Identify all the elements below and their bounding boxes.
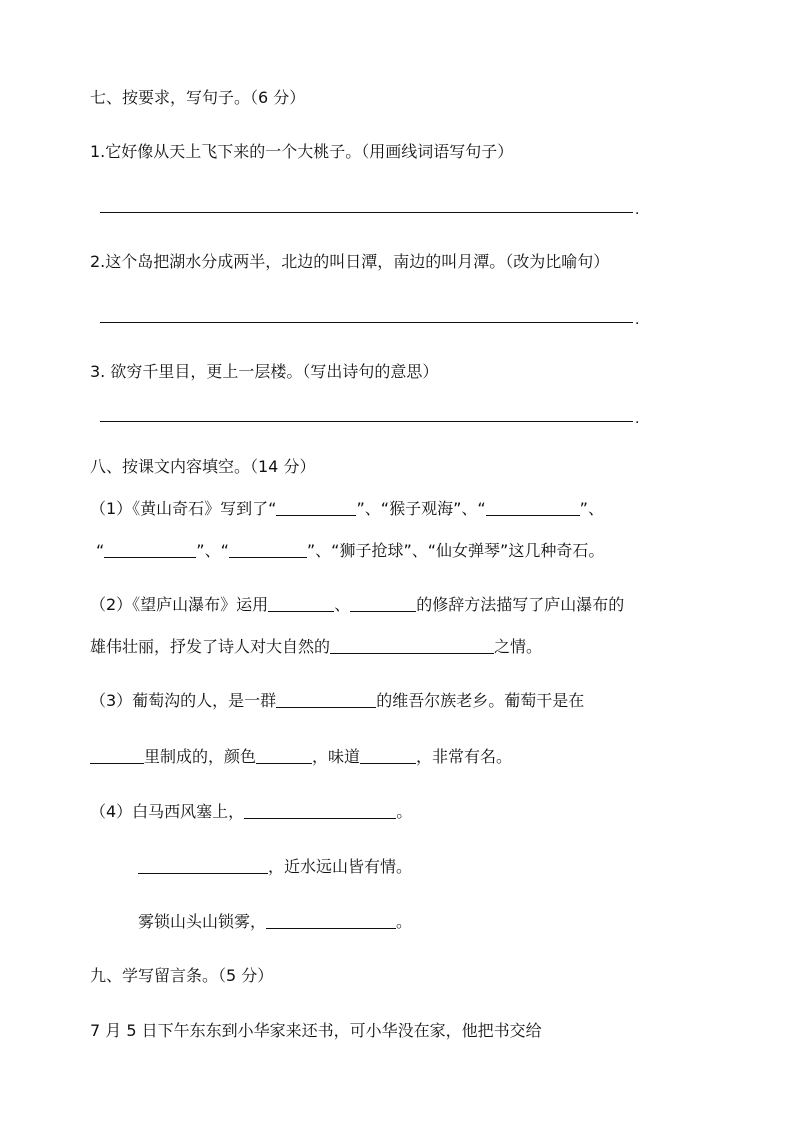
- question-8-4-line3: [138, 912, 412, 932]
- blank-input[interactable]: [104, 541, 196, 558]
- blank-input[interactable]: [90, 747, 144, 764]
- answer-dot-7-2: .: [635, 312, 640, 328]
- blank-input[interactable]: [276, 499, 356, 516]
- question-7-2: 2.这个岛把湖水分成两半，北边的叫日潭，南边的叫月潭。（改为比喻句）: [90, 252, 610, 271]
- q8-3-text-d: ，味道: [312, 747, 361, 766]
- blank-input[interactable]: [486, 499, 580, 516]
- blank-input[interactable]: [276, 691, 376, 708]
- question-8-4-line2: [138, 857, 412, 877]
- question-8-1-line2: [96, 541, 604, 561]
- question-8-4-line1: [90, 802, 412, 822]
- blank-input[interactable]: [256, 747, 312, 764]
- question-7-1: 1.它好像从天上飞下来的一个大桃子。（用画线词语写句子）: [90, 142, 514, 161]
- q8-4-text-b: 。: [396, 802, 413, 821]
- blank-input[interactable]: [138, 857, 268, 874]
- blank-input[interactable]: [330, 637, 494, 654]
- blank-input[interactable]: [350, 595, 416, 612]
- q8-1-text-f: ”、“狮子抢球”、“仙女弹琴”这几种奇石。: [306, 541, 605, 560]
- q8-1-text-e: ”、“: [196, 541, 229, 560]
- answer-line-7-3[interactable]: [100, 421, 633, 422]
- q8-3-text-e: ，非常有名。: [416, 747, 513, 766]
- question-8-3-line2: [90, 747, 512, 767]
- section-nine-text: 7 月 5 日下午东东到小华家来还书，可小华没在家，他把书交给: [90, 1021, 542, 1040]
- q8-4-text-c: ，近水远山皆有情。: [268, 857, 413, 876]
- answer-dot-7-3: .: [635, 411, 640, 427]
- q8-3-text-c: 里制成的，颜色: [144, 747, 257, 766]
- q8-2-text-b: 、: [334, 595, 351, 614]
- section-eight-title: 八、按课文内容填空。（14 分）: [90, 457, 316, 476]
- q8-3-text-a: （3）葡萄沟的人，是一群: [90, 691, 277, 710]
- answer-line-7-2[interactable]: [100, 322, 633, 323]
- blank-input[interactable]: [244, 802, 396, 819]
- answer-line-7-1[interactable]: [100, 212, 633, 213]
- q8-1-text-b: ”、“猴子观海”、“: [356, 499, 486, 518]
- blank-input[interactable]: [229, 541, 307, 558]
- section-seven-title: 七、按要求，写句子。（6 分）: [90, 88, 306, 107]
- q8-4-text-a: （4）白马西风塞上，: [90, 802, 245, 821]
- q8-2-text-a: （2）《望庐山瀑布》运用: [90, 595, 269, 614]
- question-8-1-line1: [90, 499, 604, 519]
- section-nine-title: 九、学写留言条。（5 分）: [90, 966, 274, 985]
- question-8-2-line2: [90, 637, 542, 657]
- q8-1-text-d: “: [96, 541, 105, 560]
- q8-2-text-c: 的修辞方法描写了庐山瀑布的: [416, 595, 625, 614]
- q8-2-text-e: 之情。: [494, 637, 543, 656]
- q8-1-text-c: ”、: [579, 499, 604, 518]
- question-7-3: 3. 欲穷千里目，更上一层楼。（写出诗句的意思）: [90, 362, 439, 381]
- q8-3-text-b: 的维吾尔族老乡。葡萄干是在: [376, 691, 585, 710]
- q8-1-text-a: （1）《黄山奇石》写到了“: [90, 499, 277, 518]
- q8-4-text-e: 。: [396, 912, 413, 931]
- q8-2-text-d: 雄伟壮丽，抒发了诗人对大自然的: [90, 637, 331, 656]
- question-8-3-line1: [90, 691, 584, 711]
- blank-input[interactable]: [266, 912, 396, 929]
- question-8-2-line1: [90, 595, 624, 615]
- blank-input[interactable]: [268, 595, 334, 612]
- answer-dot-7-1: .: [635, 202, 640, 218]
- q8-4-text-d: 雾锁山头山锁雾，: [138, 912, 267, 931]
- blank-input[interactable]: [360, 747, 416, 764]
